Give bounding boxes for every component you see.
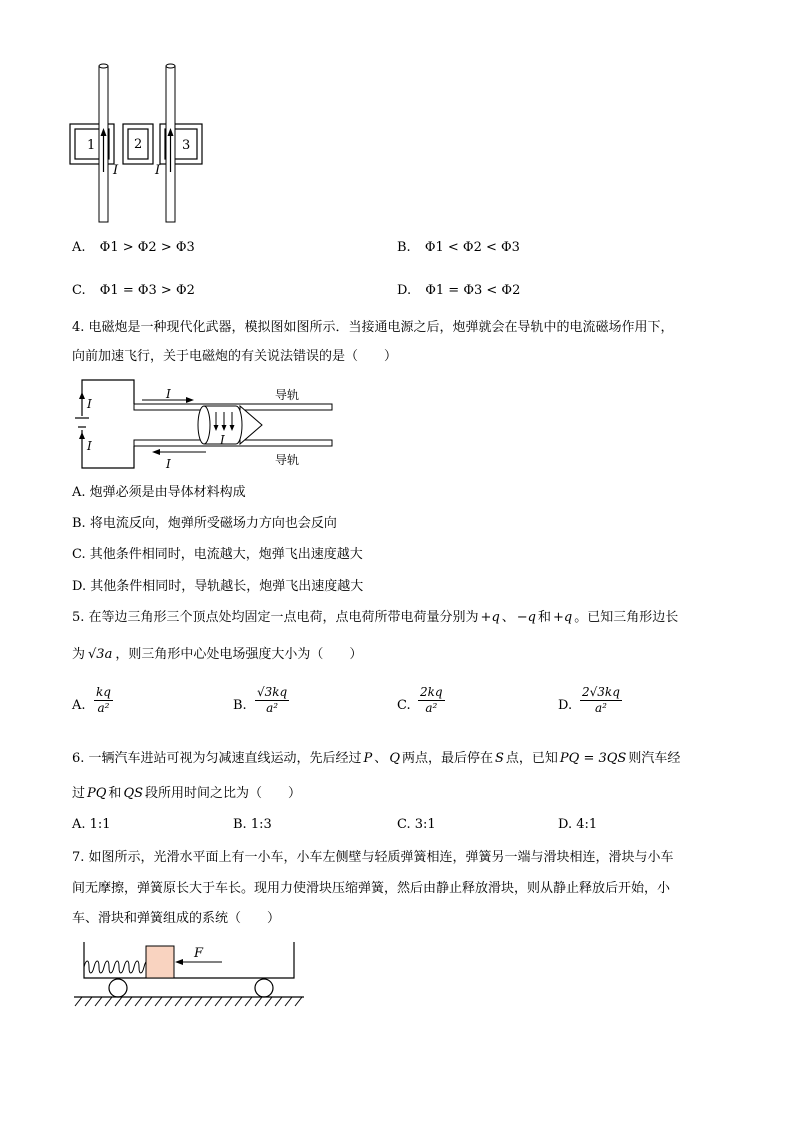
force-arrow — [175, 959, 183, 965]
current-label-right: I — [155, 163, 161, 178]
wheel-left — [109, 979, 127, 997]
q5-sep: 、 — [501, 610, 515, 625]
q5-option-a-label[interactable]: A. — [72, 698, 86, 713]
q5-d-num: 2√3kq — [582, 685, 620, 699]
q4-option-a[interactable]: A. 炮弹必须是由导体材料构成 — [72, 485, 246, 500]
q6-stem-part: 则汽车经 — [628, 751, 681, 766]
q3-option-b[interactable] — [397, 239, 520, 257]
current-left-bottom-label: I — [87, 439, 92, 453]
charge-2: −q — [516, 610, 536, 625]
coil-1-label: 1 — [87, 138, 96, 153]
spring — [84, 961, 149, 973]
ground-hatching — [75, 997, 302, 1006]
q6-and: 和 — [108, 786, 122, 801]
q7-stem-line3: 车、滑块和弹簧组成的系统（ ） — [72, 911, 281, 926]
q5-a-den: a² — [97, 701, 110, 715]
q5-a-num: kq — [96, 685, 111, 699]
q5-d-den: a² — [594, 701, 607, 715]
q5-option-b-fraction[interactable] — [255, 685, 289, 716]
q5-stem-part: ，则三角形中心处电场强度大小为（ ） — [115, 647, 363, 662]
rail-bottom-label: 导轨 — [275, 453, 300, 467]
q3-option-a[interactable] — [72, 239, 195, 257]
circuit-wire — [82, 380, 134, 468]
charge-1: +q — [480, 610, 500, 625]
q6-sep: 、 — [374, 751, 388, 766]
cart-spring-figure — [72, 940, 308, 1010]
q5-stem-part: 。已知三角形边长 — [574, 610, 679, 625]
q5-option-c-label[interactable]: C. — [397, 698, 411, 713]
q3-option-c-label: C. — [72, 283, 86, 298]
q5-c-num: 2kq — [420, 685, 443, 699]
q5-option-d-label[interactable]: D. — [558, 698, 573, 713]
q3-option-d[interactable] — [397, 282, 520, 300]
q5-option-c-fraction[interactable] — [418, 685, 445, 716]
distance-relation: PQ = 3QS — [559, 751, 627, 766]
charge-3: +q — [553, 610, 573, 625]
q3-option-b-label: B. — [397, 240, 411, 255]
q6-option-c[interactable]: C. 3:1 — [397, 817, 436, 832]
q5-c-den: a² — [425, 701, 438, 715]
coil-3-label: 3 — [182, 138, 191, 153]
q4-option-b[interactable]: B. 将电流反向，炮弹所受磁场力方向也会反向 — [72, 516, 337, 531]
q6-option-b[interactable]: B. 1:3 — [233, 817, 272, 832]
current-label-left: I — [113, 163, 119, 178]
q4-option-c[interactable]: C. 其他条件相同时，电流越大，炮弹飞出速度越大 — [72, 547, 363, 562]
q3-option-d-label: D. — [397, 283, 412, 298]
wheel-right — [255, 979, 273, 997]
q6-stem-part: 两点，最后停在 — [401, 751, 493, 766]
q7-stem-line2: 间无摩擦，弹簧原长大于车长。现用力使滑块压缩弹簧，然后由静止释放滑块，则从静止释放后开始，小 — [72, 881, 671, 896]
q5-b-num: √3kq — [257, 685, 288, 699]
q5-stem-line2 — [72, 646, 362, 664]
current-left-top-label: I — [87, 397, 92, 411]
force-label: F — [194, 946, 204, 961]
q6-stem-part: 点，已知 — [505, 751, 558, 766]
q4-stem-line1: 4. 电磁炮是一种现代化武器，模拟图如图所示．当接通电源之后，炮弹就会在导轨中的电流磁场作用下， — [72, 320, 674, 335]
q6-stem-part: 过 — [72, 786, 86, 801]
triangle-side: √3a — [88, 647, 113, 662]
q5-option-a-fraction[interactable] — [94, 685, 113, 716]
segment-pq: PQ — [87, 786, 107, 801]
q5-b-den: a² — [266, 701, 279, 715]
arrow-rail-top — [186, 397, 194, 403]
q4-option-d[interactable]: D. 其他条件相同时，导轨越长，炮弹飞出速度越大 — [72, 579, 364, 594]
q3-option-c-text: Φ1 = Φ3 > Φ2 — [99, 283, 195, 298]
q6-stem-part: 6. 一辆汽车进站可视为匀减速直线运动，先后经过 — [72, 751, 362, 766]
q3-option-d-text: Φ1 = Φ3 < Φ2 — [425, 283, 521, 298]
projectile-front-face — [198, 406, 210, 444]
current-rail-bottom-label: I — [166, 457, 171, 471]
q5-stem-part: 为 — [72, 647, 86, 662]
point-s: S — [495, 751, 504, 766]
rail-top-label: 导轨 — [275, 388, 300, 402]
arrow-left-down — [79, 432, 85, 439]
q3-option-c[interactable] — [72, 282, 195, 300]
railgun-figure — [70, 378, 340, 476]
q7-stem-line1: 7. 如图所示，光滑水平面上有一小车，小车左侧壁与轻质弹簧相连，弹簧另一端与滑块相连，滑块与小车 — [72, 850, 674, 865]
segment-qs: QS — [123, 786, 144, 801]
arrow-rail-bottom — [152, 449, 160, 455]
q4-stem-line2: 向前加速飞行，关于电磁炮的有关说法错误的是（ ） — [72, 349, 398, 364]
point-q: Q — [389, 751, 400, 766]
current-projectile-label: I — [220, 433, 225, 447]
q6-option-a[interactable]: A. 1:1 — [72, 817, 111, 832]
slider-block — [146, 946, 174, 978]
q6-stem-line2 — [72, 785, 301, 803]
q6-stem-line1 — [72, 750, 680, 768]
point-p: P — [363, 751, 373, 766]
projectile-cone — [240, 406, 262, 444]
q5-sep: 和 — [538, 610, 552, 625]
q6-option-d[interactable]: D. 4:1 — [558, 817, 598, 832]
q3-option-b-text: Φ1 < Φ2 < Φ3 — [424, 240, 520, 255]
q3-option-a-label: A. — [72, 240, 86, 255]
q5-option-d-fraction[interactable] — [580, 685, 622, 716]
cart-body — [84, 942, 294, 978]
current-rail-top-label: I — [166, 387, 171, 401]
arrow-left-up — [79, 392, 85, 399]
q5-stem-line1 — [72, 609, 678, 627]
coil-2-label: 2 — [134, 137, 143, 152]
coil-wire-figure — [60, 62, 220, 224]
q3-option-a-text: Φ1 > Φ2 > Φ3 — [99, 240, 195, 255]
q5-option-b-label[interactable]: B. — [233, 698, 247, 713]
q6-stem-part: 段所用时间之比为（ ） — [145, 786, 302, 801]
q5-stem-part: 5. 在等边三角形三个顶点处均固定一点电荷，点电荷所带电荷量分别为 — [72, 610, 479, 625]
